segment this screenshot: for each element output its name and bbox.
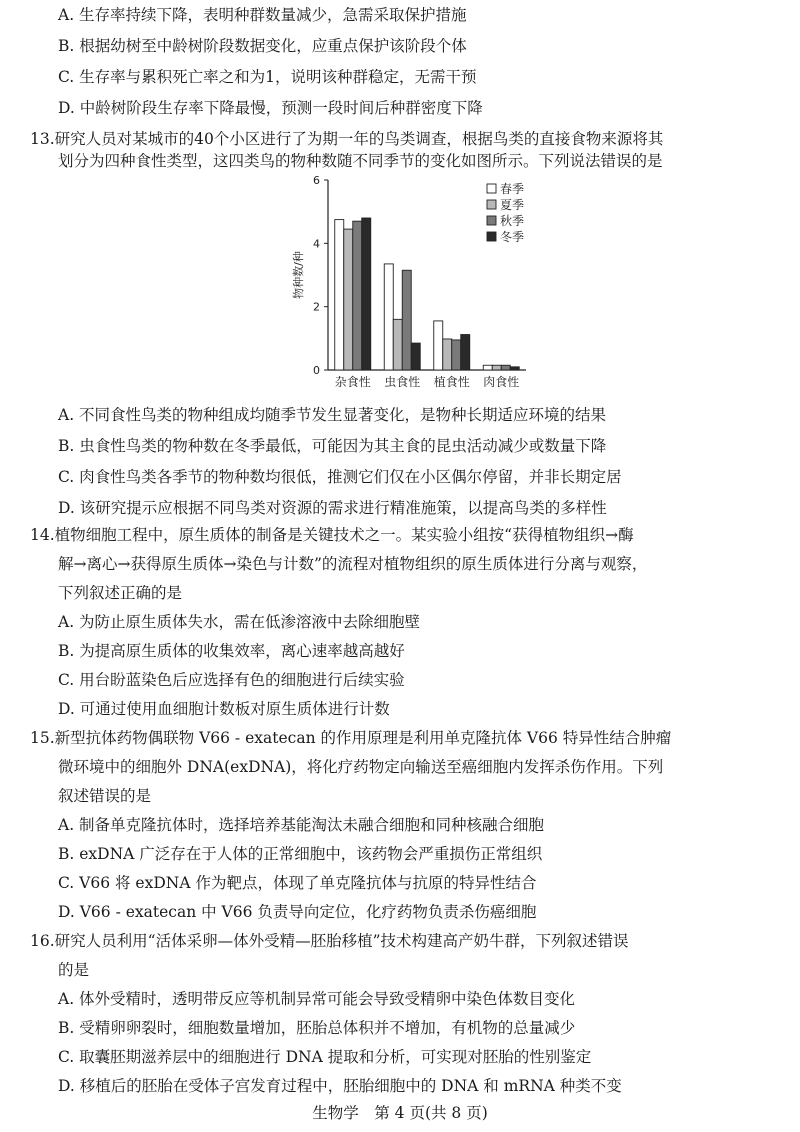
q13-option-c: C. 肉食性鸟类各季节的物种数均很低，推测它们仅在小区偶尔停留，并非长期定居 xyxy=(58,468,622,486)
bar-2-3 xyxy=(461,335,470,370)
q16-option-d: D. 移植后的胚胎在受体子宫发育过程中，胚胎细胞中的 DNA 和 mRNA 种类不变 xyxy=(58,1077,622,1095)
y-tick-label: 0 xyxy=(313,364,320,377)
y-axis-label: 物种数/种 xyxy=(292,251,305,299)
legend-label: 春季 xyxy=(500,182,525,196)
q14-number: 14. xyxy=(30,526,55,544)
q12-option-d: D. 中龄树阶段生存率下降最慢，预测一段时间后种群密度下降 xyxy=(58,99,483,117)
q14-stem-text-1: 植物细胞工程中，原生质体的制备是关键技术之一。某实验小组按“获得植物组织→酶 xyxy=(54,526,634,544)
bar-1-3 xyxy=(411,343,420,370)
q16-stem-line-2: 的是 xyxy=(58,961,90,979)
q13-option-a: A. 不同食性鸟类的物种组成均随季节发生显著变化，是物种长期适应环境的结果 xyxy=(58,406,607,424)
y-tick-label: 2 xyxy=(313,300,320,314)
q14-stem-line-1 xyxy=(30,520,634,551)
x-tick-label: 肉食性 xyxy=(483,375,520,389)
bar-0-2 xyxy=(353,221,362,370)
bar-3-0 xyxy=(483,365,492,370)
bar-3-1 xyxy=(492,365,501,370)
q15-stem-line-1 xyxy=(30,723,671,754)
bar-1-2 xyxy=(402,270,411,370)
q12-option-c: C. 生存率与累积死亡率之和为1，说明该种群稳定，无需干预 xyxy=(58,68,477,86)
q16-option-a: A. 体外受精时，透明带反应等机制异常可能会导致受精卵中染色体数目变化 xyxy=(58,990,576,1008)
legend-swatch xyxy=(487,216,496,225)
q14-stem-line-3: 下列叙述正确的是 xyxy=(58,584,183,602)
q16-option-b: B. 受精卵卵裂时，细胞数量增加，胚胎总体积并不增加，有机物的总量减少 xyxy=(58,1019,576,1037)
q12-option-a: A. 生存率持续下降，表明种群数量减少，急需采取保护措施 xyxy=(58,6,467,24)
bar-2-0 xyxy=(434,321,443,370)
q13-stem-line-2: 划分为四种食性类型，这四类鸟的物种数随不同季节的变化如图所示。下列说法错误的是 xyxy=(58,152,663,170)
bar-3-2 xyxy=(501,365,510,370)
y-tick-label: 6 xyxy=(313,174,320,187)
bar-1-1 xyxy=(393,319,402,370)
bar-3-3 xyxy=(510,367,519,370)
q13-option-d: D. 该研究提示应根据不同鸟类对资源的需求进行精准施策，以提高鸟类的多样性 xyxy=(58,499,607,517)
q15-option-c: C. V66 将 exDNA 作为靶点，体现了单克隆抗体与抗原的特异性结合 xyxy=(58,874,537,892)
q15-number: 15. xyxy=(30,729,55,747)
legend-label: 夏季 xyxy=(500,198,525,212)
bar-chart-svg xyxy=(290,170,550,405)
q15-option-a: A. 制备单克隆抗体时，选择培养基能淘汰未融合细胞和同种核融合细胞 xyxy=(58,816,545,834)
legend-label: 秋季 xyxy=(500,214,525,228)
q15-stem-line-3: 叙述错误的是 xyxy=(58,787,152,805)
bar-2-2 xyxy=(452,340,461,370)
q14-option-d: D. 可通过使用血细胞计数板对原生质体进行计数 xyxy=(58,700,390,718)
page-footer: 生物学 第 4 页(共 8 页) xyxy=(312,1104,488,1122)
q15-stem-text-1: 新型抗体药物偶联物 V66 - exatecan 的作用原理是利用单克隆抗体 V66 特异性结合肿瘤 xyxy=(54,729,672,747)
y-tick-label: 4 xyxy=(313,237,320,251)
q15-option-b: B. exDNA 广泛存在于人体的正常细胞中，该药物会严重损伤正常组织 xyxy=(58,845,543,863)
q13-option-b: B. 虫食性鸟类的物种数在冬季最低，可能因为其主食的昆虫活动减少或数量下降 xyxy=(58,437,607,455)
q12-option-b: B. 根据幼树至中龄树阶段数据变化，应重点保护该阶段个体 xyxy=(58,37,467,55)
legend-swatch xyxy=(487,232,496,241)
bar-0-1 xyxy=(344,229,353,370)
bar-1-0 xyxy=(384,264,393,370)
q14-option-c: C. 用台盼蓝染色后应选择有色的细胞进行后续实验 xyxy=(58,671,405,689)
q15-stem-line-2: 微环境中的细胞外 DNA(exDNA)，将化疗药物定向输送至癌细胞内发挥杀伤作用。下列 xyxy=(58,758,664,776)
bird-species-chart xyxy=(290,170,550,405)
q14-option-b: B. 为提高原生质体的收集效率，离心速率越高越好 xyxy=(58,642,405,660)
q14-option-a: A. 为防止原生质体失水，需在低渗溶液中去除细胞壁 xyxy=(58,613,421,631)
q16-number: 16. xyxy=(30,932,55,950)
bar-0-0 xyxy=(335,220,344,370)
q16-stem-text-1: 研究人员利用“活体采卵—体外受精—胚胎移植”技术构建高产奶牛群，下列叙述错误 xyxy=(54,932,629,950)
x-tick-label: 虫食性 xyxy=(384,375,421,389)
q13-number: 13. xyxy=(30,130,55,148)
bar-2-1 xyxy=(443,339,452,370)
q16-option-c: C. 取囊胚期滋养层中的细胞进行 DNA 提取和分析，可实现对胚胎的性别鉴定 xyxy=(58,1048,592,1066)
legend-swatch xyxy=(487,184,496,193)
bar-0-3 xyxy=(362,218,371,370)
q15-option-d: D. V66 - exatecan 中 V66 负责导向定位，化疗药物负责杀伤癌细胞 xyxy=(58,903,537,921)
q13-stem-text-1: 研究人员对某城市的40个小区进行了为期一年的鸟类调查，根据鸟类的直接食物来源将其 xyxy=(54,130,664,148)
legend-swatch xyxy=(487,200,496,209)
q16-stem-line-1 xyxy=(30,926,629,957)
x-tick-label: 杂食性 xyxy=(334,375,371,389)
legend-label: 冬季 xyxy=(500,230,525,244)
q14-stem-line-2: 解→离心→获得原生质体→染色与计数”的流程对植物组织的原生质体进行分离与观察， xyxy=(58,555,648,573)
x-tick-label: 植食性 xyxy=(433,375,470,389)
